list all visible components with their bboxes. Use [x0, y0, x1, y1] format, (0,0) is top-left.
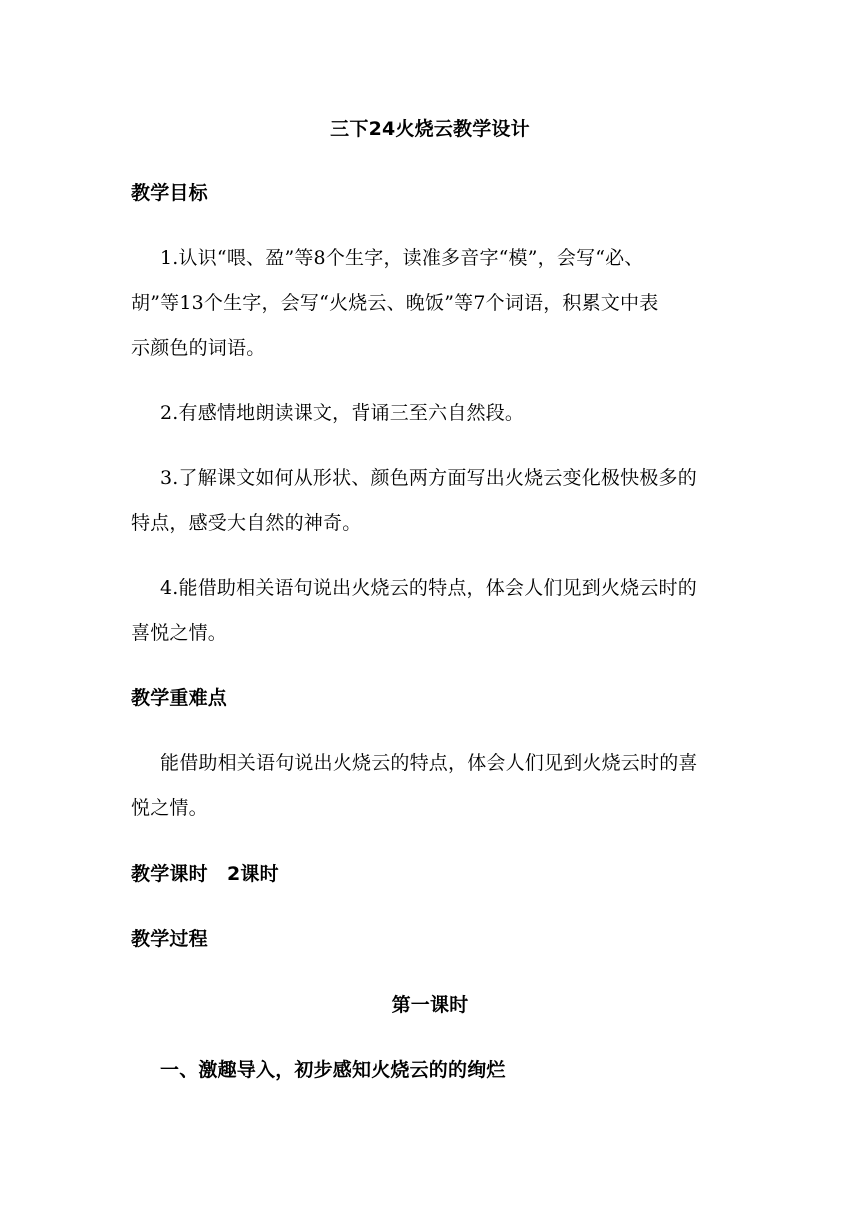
goal-2-line-1: 2.有感情地朗读课文，背诵三至六自然段。: [160, 402, 525, 424]
goal-3-line-1: 3.了解课文如何从形状、颜色两方面写出火烧云变化极快极多的: [160, 467, 697, 489]
goals-heading: 教学目标: [131, 182, 208, 204]
process-heading: 教学过程: [131, 928, 208, 950]
lesson-one-heading: 第一课时: [391, 994, 469, 1016]
goal-1-line-1: 1.认识“喂、盈”等8个生字，读准多音字“模”，会写“必、: [160, 247, 644, 269]
key-difficulty-line-2: 悦之情。: [131, 797, 208, 819]
step-one-heading: 一、激趣导入，初步感知火烧云的的绚烂: [160, 1059, 506, 1081]
goal-1-line-2: 胡”等13个生字，会写“火烧云、晚饭”等7个词语，积累文中表: [131, 292, 659, 314]
key-difficulty-heading: 教学重难点: [131, 687, 228, 709]
goal-1-line-3: 示颜色的词语。: [131, 337, 266, 359]
goal-3-line-2: 特点，感受大自然的神奇。: [131, 512, 362, 534]
goal-4-line-2: 喜悦之情。: [131, 622, 228, 644]
document-title: 三下24火烧云教学设计: [330, 118, 530, 140]
class-hours-heading: 教学课时 2课时: [131, 863, 279, 885]
goal-4-line-1: 4.能借助相关语句说出火烧云的特点，体会人们见到火烧云时的: [160, 577, 697, 599]
key-difficulty-line-1: 能借助相关语句说出火烧云的特点，体会人们见到火烧云时的喜: [160, 752, 698, 774]
